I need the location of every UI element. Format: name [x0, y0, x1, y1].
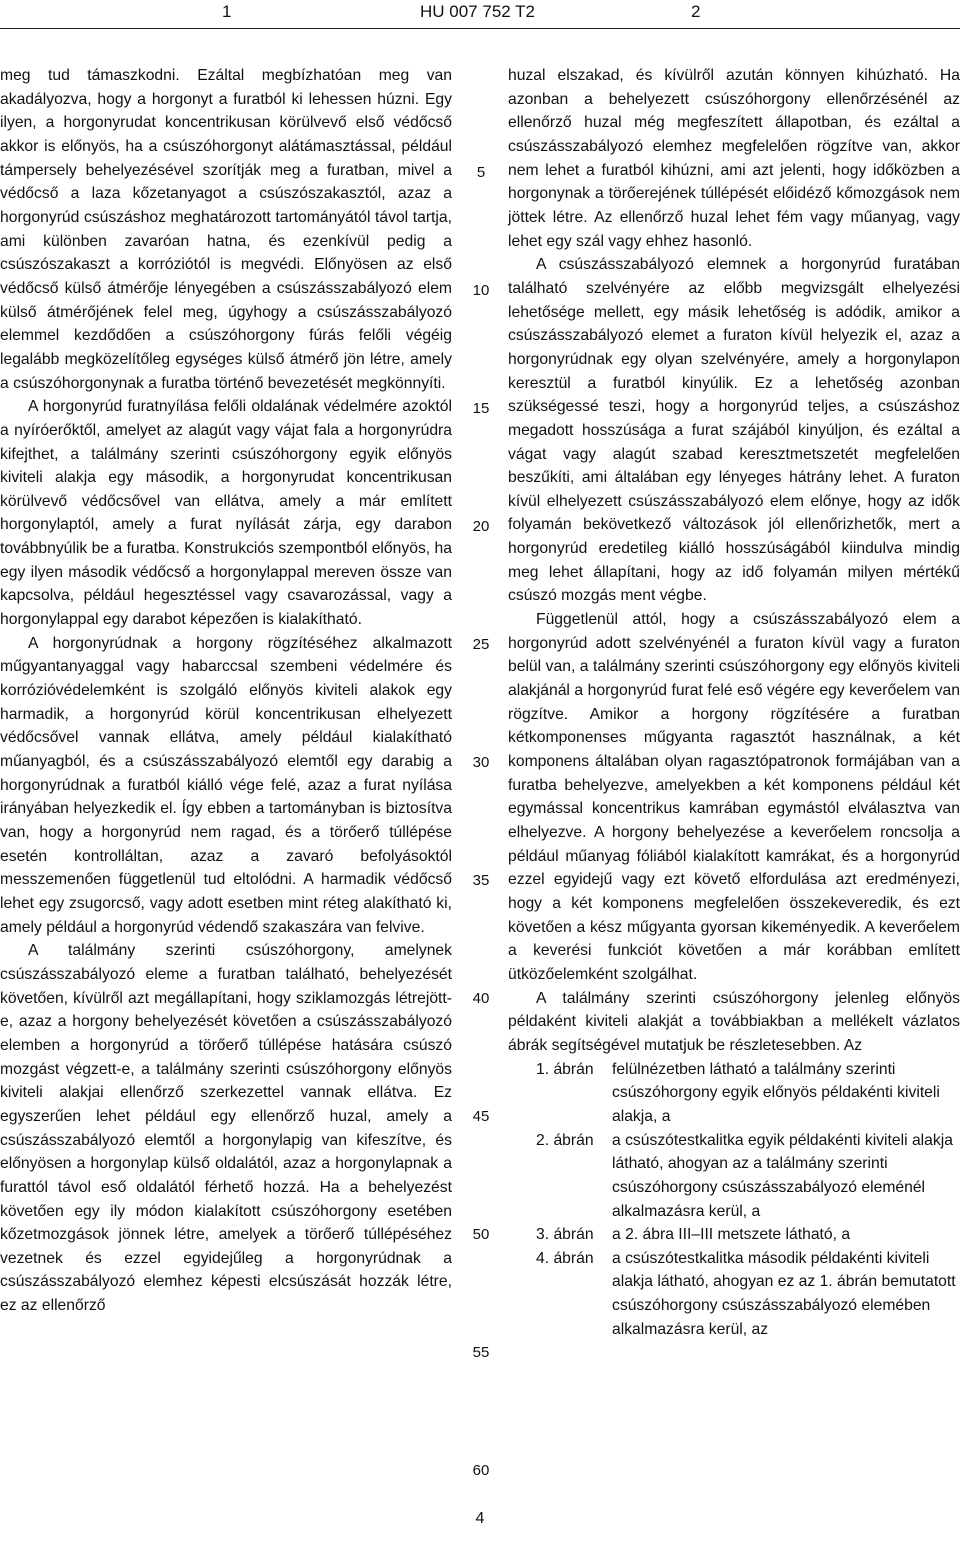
line-number: 55: [472, 1344, 490, 1361]
line-number: 50: [472, 1226, 490, 1243]
line-number: 25: [472, 636, 490, 653]
paragraph: A horgonyrúdnak a horgony rögzítéséhez alkalmazott műgyantanyaggal vagy habarccsal szembeni védelmére és korrózióvédelemként is szolgáló előnyös kiviteli alakok egy harmadik, a horgonyrúd körül koncentrikusan elhelyezett védőcsővel vannak ellátva, amely például kialakítható műanyagból, és a csúszásszabályozó elemtől egy darabig a horgonyrúdnak a furatból kiálló vége felé, azaz a furat nyílása irányában helyezkedik el. Így ebben a tartományban is biztosítva van, hogy a horgonyrúd nem ragad, és a törőerő túllépése esetén kontrolláltan, azaz a zavaró befolyásoktól messzemenően függetlenül tud eltolódni. A harmadik védőcső lehet egy zsugorcső, vagy adott esetben mint réteg alakítható ki, amely például a horgonyrúd védendő szakaszára van felvive.: [0, 634, 452, 936]
line-number: 10: [472, 282, 490, 299]
line-number: 15: [472, 400, 490, 417]
figure-description: a 2. ábra III–III metszete látható, a: [612, 1226, 851, 1244]
line-number: 35: [472, 872, 490, 889]
paragraph: huzal elszakad, és kívülről azután könnyen kihúzható. Ha azonban a behelyezett csúszóhorgony ellenőrzésénél az ellenőrző huzal még megfeszített állapotban, és ezáltal a csúszásszabályozó elemhez megfelelően rögzítve van, akkor nem lehet a furatból kihúzni, ami azt jelenti, hogy időközben a horgonynak a törőerejének túllépését előidéző kőmozgások nem jöttek létre. Az ellenőrző huzal lehet fém vagy műanyag, vagy lehet egy szál vagy ehhez hasonló.: [508, 67, 960, 250]
page-number: 4: [475, 1510, 485, 1527]
line-number: 20: [472, 518, 490, 535]
header-rule: [0, 28, 960, 29]
paragraph: A csúszásszabályozó elemnek a horgonyrúd furatában található szelvényére az előbb megvizsgált elhelyezési lehetősége mellett, egy másik lehetőség is adódik, amikor a csúszásszabályozó elemet a furaton kívül helyezik el, azaz a horgonyrúdnak egy olyan szelvényére, amely a horgonylapon keresztül a furatból kinyúlik. Ez a lehetőség azonban szükségessé teszi, hogy a horgonyrúd teljes, a csúszáshoz megadott hosszúsága a furat szájából kinyúljon, és ezáltal a vágat vagy alagút szabad keresztmetszetét megfelelően beszűkíti, ami általában egy lényeges hátrány lehet. A furaton kívül elhelyezett csúszásszabályozó elem előnye, hogy az idők folyamán bekövetkező változások jól ellenőrizhetők, mert a horgonyrúd eredetileg kiálló hosszúságából kiindulva mindig meg lehet állapítani, hogy az idő folyamán milyen mértékű csúszó mozgás ment végbe.: [508, 256, 960, 605]
figure-description: felülnézetben látható a találmány szerinti csúszóhorgony egyik előnyös példakénti kiviteli alakja, a: [612, 1060, 940, 1125]
paragraph: A találmány szerinti csúszóhorgony, amelynek csúszásszabályozó eleme a furatban található, behelyezését követően, kívülről azt megállapítani, hogy sziklamozgás létrejött-e, azaz a horgony behelyezését követően a csúszásszabályozó elemben a horgonyrúd a törőerő túllépése hatására csúszó mozgást végzett-e, a találmány szerinti csúszóhorgony előnyös kiviteli alakjai ellenőrző szerkezettel vannak ellátva. Ez egyszerűen lehet például egy ellenőrző huzal, amely a csúszásszabályozó elemtől a horgonylapig van kifeszítve, és előnyösen a horgonylap külső oldalától, azaz a horgonylapnak a furattól távol eső oldalától férhető hozzá. Ha a behelyezést követően egy ily módon kialakított csúszóhorgony esetében kőzetmozgások jönnek létre, amelyek a törőerő túllépéséhez vezetnek és ezzel egyidejűleg a horgonyrúdnak a csúszásszabályozó elemhez képesti elcsúszását hozzák létre, ez az ellenőrző: [0, 942, 452, 1315]
figure-description: a csúszótestkalitka második példakénti kiviteli alakja látható, ahogyan ez az 1. ábrán bemutatott csúszóhorgony csúszásszabályozó elemében alkalmazásra kerül, az: [612, 1249, 956, 1338]
paragraph: Függetlenül attól, hogy a csúszásszabályozó elem a horgonyrúd adott szelvényénél a furaton kívül vagy a furaton belül van, a találmány szerinti csúszóhorgony egy előnyös kiviteli alakjánál a horgonyrúd furat felé eső végére egy keverőelem van rögzítve. Amikor a horgony rögzítésére a furatban kétkomponenses műgyanta ragasztót használnak, a két komponens általában olyan ragasztópatronok formájában van a furatba behelyezve, amelyekben a két komponens például két egymással koncentrikus kamrában egymástól elválasztva van elhelyezve. A horgony behelyezése a keverőelem roncsolja a például műanyag fóliából kialakított kamrákat, és a horgonyrúd ezzel egyidejű vagy ezt követő elfordulása azt eredményezi, hogy a két komponens megfelelően összekeveredik, és ezt követően a kész műgyanta gyorsan kikeményedik. A keverőelem a keverési funkciót követően a már korábban említett ütközőelemként szolgálhat.: [508, 611, 960, 983]
figure-description: a csúszótestkalitka egyik példakénti kiviteli alakja látható, ahogyan az a találmány szerinti csúszóhorgony csúszásszabályozó eleménél alkalmazásra kerül, a: [612, 1131, 953, 1220]
header-document-id: HU 007 752 T2: [420, 2, 535, 21]
line-number: 5: [476, 164, 486, 181]
left-text-column: [0, 64, 452, 1318]
header-page-left: 1: [222, 2, 232, 21]
figure-label: 3. ábrán: [536, 1226, 594, 1244]
header-page-right: 2: [691, 2, 701, 21]
paragraph: A találmány szerinti csúszóhorgony jelenleg előnyös példaként kiviteli alakját a továbbiakban a mellékelt vázlatos ábrák segítségével mutatjuk be részletesebben. Az: [508, 989, 960, 1054]
right-text-column: [508, 64, 960, 1341]
line-number: 45: [472, 1108, 490, 1125]
figure-label: 4. ábrán: [536, 1249, 594, 1267]
line-number: 30: [472, 754, 490, 771]
figure-list-item: [508, 1058, 960, 1129]
figure-list-item: [508, 1223, 960, 1247]
line-number: 60: [472, 1462, 490, 1479]
figure-list: [508, 1058, 960, 1342]
paragraph: A horgonyrúd furatnyílása felőli oldalának védelmére azoktól a nyíróerőktől, amelyet az alagút vagy vájat fala a horgonyrúdra kifejthet, a találmány szerinti csúszóhorgony egyik előnyös kiviteli alakja egy második, a horgonyrudat koncentrikusan körülvevő védőcsővel van ellátva, amely a már említett horgonylaptól, amely a furat nyílását zárja, egy darabon továbbnyúlik be a furatba. Konstrukciós szempontból előnyös, ha egy ilyen második védőcső a horgonylappal mereven össze van kapcsolva, például hegesztéssel vagy csavarozással, vagy a horgonylappal egy darabot képezően is kialakítható.: [0, 398, 452, 629]
figure-label: 2. ábrán: [536, 1131, 594, 1149]
figure-list-item: [508, 1129, 960, 1224]
figure-label: 1. ábrán: [536, 1060, 594, 1078]
figure-list-item: [508, 1247, 960, 1342]
page-header: [0, 0, 960, 24]
line-number: 40: [472, 990, 490, 1007]
paragraph: meg tud támaszkodni. Ezáltal megbízhatóan meg van akadályozva, hogy a horgonyt a furatból ki lehessen húzni. Egy ilyen, a horgonyrudat koncentrikusan körülvevő első védőcső akkor is előnyös, ha a csúszóhorgonyt alátámasztással, például támpersely behelyezésével szorítják meg a furatban, mivel a védőcső a laza kőzetanyagot a csúszószakasztól, azaz a horgonyrúd csúszáshoz meghatározott tartományától távol tartja, ami különben zavaróan hatna, és ezenkívül pedig a csúszószakaszt a korróziótól is megvédi. Előnyösen az első védőcső külső átmérője lényegében a csúszásszabályozó elem külső átmérőjének felel meg, úgyhogy a csúszásszabályozó elemmel kezdődően a csúszóhorgony fúrás felőli végéig legalább megközelítőleg egységes külső átmérő jön létre, amely a csúszóhorgonynak a furatba történő bevezetését megkönnyíti.: [0, 67, 452, 392]
